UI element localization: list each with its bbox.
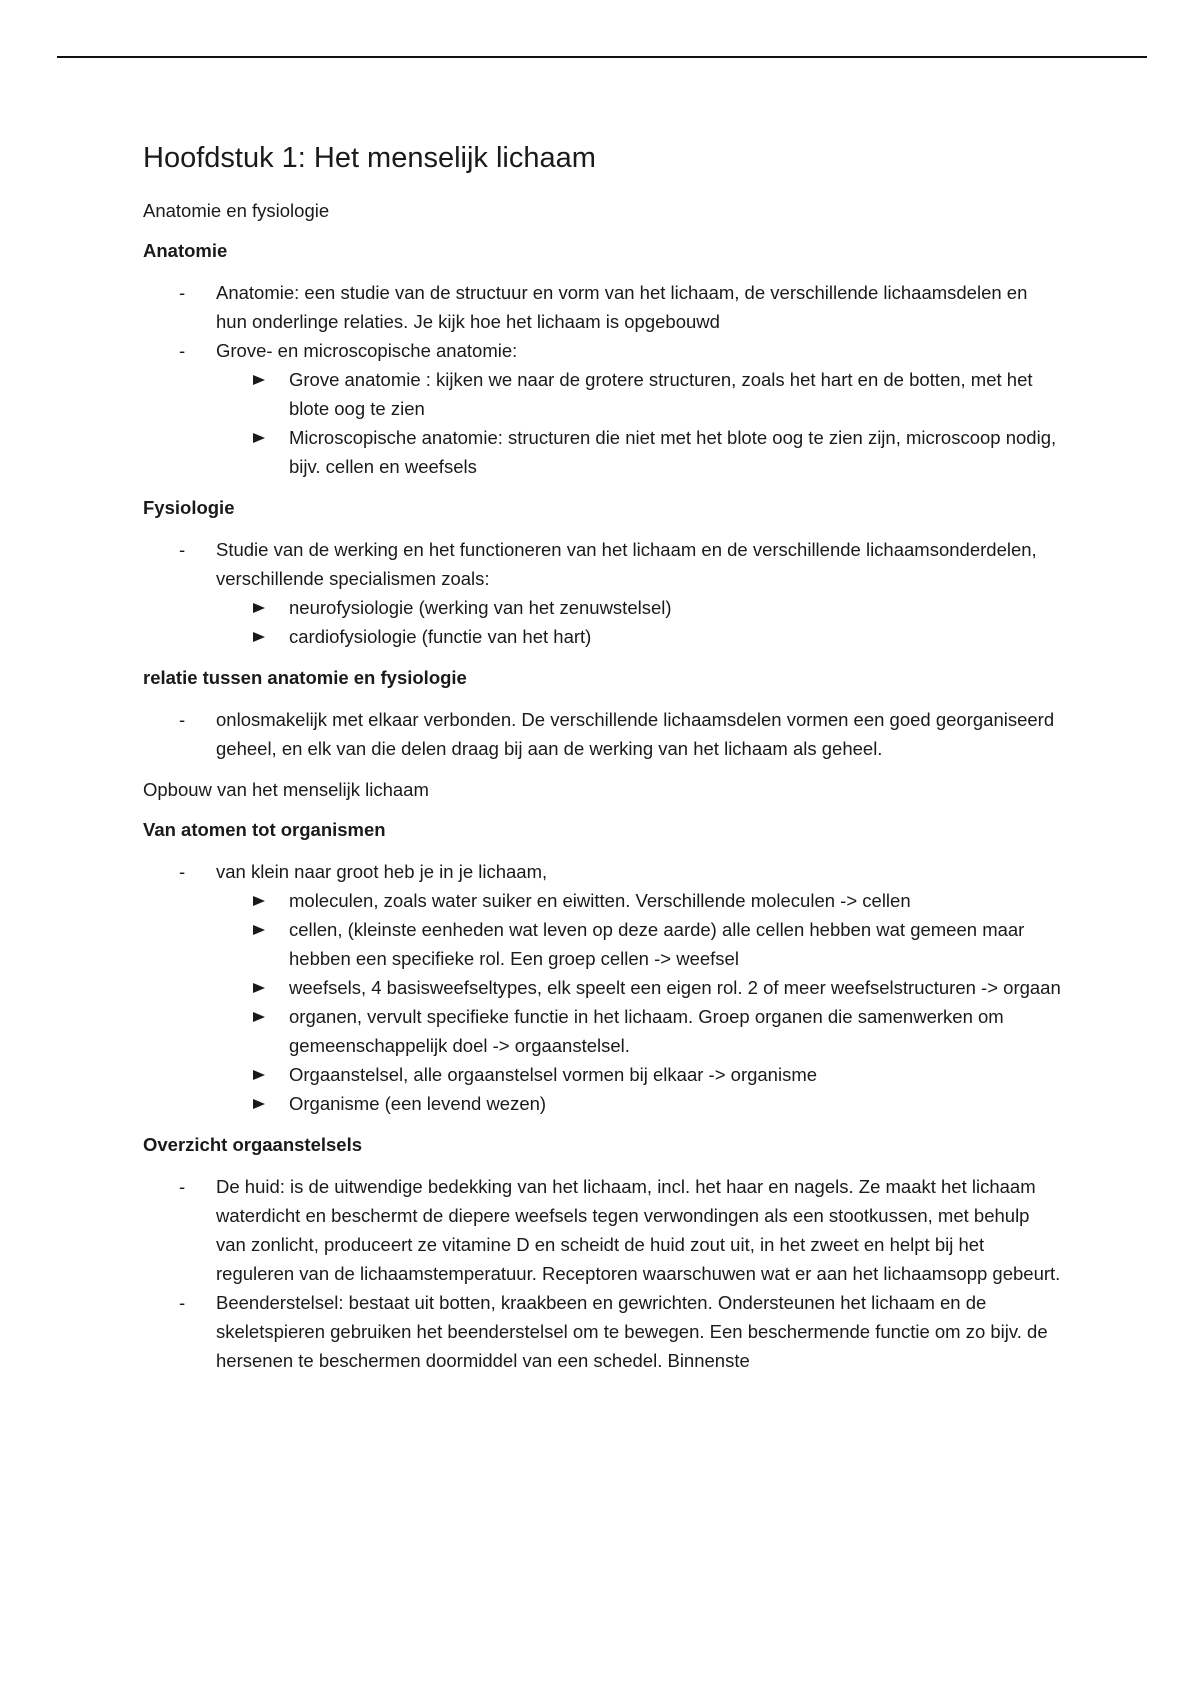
dash-bullet-icon: - <box>179 539 186 560</box>
section-group-1 <box>143 238 1063 763</box>
section-title-overzicht-orgaanstelsels: Overzicht orgaanstelsels <box>143 1134 363 1155</box>
sub-list-item-text: cellen, (kleinste eenheden wat leven op deze aarde) alle cellen hebben wat gemeen maar hebben een specifieke rol. Een groep cellen -> weefsel <box>289 919 1025 969</box>
subheading-opbouw: Opbouw van het menselijk lichaam <box>143 779 429 800</box>
sub-list-item-text: cardiofysiologie (functie van het hart) <box>289 626 592 647</box>
sub-list-item-text: Microscopische anatomie: structuren die niet met het blote oog te zien zijn, microscoop nodig, bijv. cellen en weefsels <box>289 427 1057 477</box>
section-title-anatomie: Anatomie <box>143 240 228 261</box>
dash-bullet-icon: - <box>179 1292 186 1313</box>
bullet-list <box>143 1172 1063 1375</box>
sub-list-item <box>216 915 1063 973</box>
dash-bullet-icon: - <box>179 282 186 303</box>
sub-list-item <box>216 886 1063 915</box>
sub-list-item <box>216 593 1063 622</box>
sub-list <box>216 365 1063 481</box>
dash-bullet-icon: - <box>179 861 186 882</box>
list-item <box>143 705 1063 763</box>
sub-list-item-text: weefsels, 4 basisweefseltypes, elk speelt een eigen rol. 2 of meer weefselstructuren -> orgaan <box>289 977 1061 998</box>
list-item <box>143 857 1063 1118</box>
dash-bullet-icon: - <box>179 709 186 730</box>
section-title-relatie-tussen-anatomie-en-fysiologie: relatie tussen anatomie en fysiologie <box>143 667 467 688</box>
section-title-van-atomen-tot-organismen: Van atomen tot organismen <box>143 819 386 840</box>
sub-list-item <box>216 1002 1063 1060</box>
section-title-fysiologie: Fysiologie <box>143 497 235 518</box>
sub-list-item-text: organen, vervult specifieke functie in het lichaam. Groep organen die samenwerken om gemeenschappelijk doel -> orgaanstelsel. <box>289 1006 1004 1056</box>
bullet-list <box>143 705 1063 763</box>
bullet-list <box>143 857 1063 1118</box>
sub-list-item <box>216 423 1063 481</box>
sub-list-item <box>216 622 1063 651</box>
sub-list-item <box>216 365 1063 423</box>
subheading-anatomie-fysiologie: Anatomie en fysiologie <box>143 200 330 221</box>
list-item <box>143 535 1063 651</box>
list-item <box>143 278 1063 336</box>
sub-list-item <box>216 1060 1063 1089</box>
list-item-text: De huid: is de uitwendige bedekking van het lichaam, incl. het haar en nagels. Ze maakt het lichaam waterdicht en beschermt de diepere weefsels tegen verwondingen als een stootkussen, met behulp van zonlicht, produceert ze vitamine D en scheidt de huid zout uit, in het zweet en helpt bij het reguleren van de lichaamstemperatuur. Receptoren waarschuwen wat er aan het lichaamsopp gebeurt. <box>216 1176 1061 1284</box>
bullet-list <box>143 278 1063 481</box>
list-item-text: Anatomie: een studie van de structuur en vorm van het lichaam, de verschillende lichaamsdelen en hun onderlinge relaties. Je kijk hoe het lichaam is opgebouwd <box>216 282 1028 332</box>
bullet-list <box>143 535 1063 651</box>
sub-list <box>216 593 1063 651</box>
list-item <box>143 336 1063 481</box>
list-item-text: Grove- en microscopische anatomie: <box>216 340 518 361</box>
document-page <box>143 140 1063 1389</box>
sub-list-item-text: Organisme (een levend wezen) <box>289 1093 547 1114</box>
list-item-text: onlosmakelijk met elkaar verbonden. De verschillende lichaamsdelen vormen een goed georganiseerd geheel, en elk van die delen draag bij aan de werking van het lichaam als geheel. <box>216 709 1055 759</box>
list-item-text: Beenderstelsel: bestaat uit botten, kraakbeen en gewrichten. Ondersteunen het lichaam en de skeletspieren gebruiken het beenderstelsel om te bewegen. Een beschermende functie om zo bijv. de hersenen te beschermen doormiddel van een schedel. Binnenste <box>216 1292 1048 1371</box>
sub-list-item-text: Orgaanstelsel, alle orgaanstelsel vormen bij elkaar -> organisme <box>289 1064 818 1085</box>
page-title: Hoofdstuk 1: Het menselijk lichaam <box>143 142 596 174</box>
list-item-text: van klein naar groot heb je in je lichaam, <box>216 861 548 882</box>
dash-bullet-icon: - <box>179 340 186 361</box>
sub-list-item <box>216 973 1063 1002</box>
dash-bullet-icon: - <box>179 1176 186 1197</box>
sub-list <box>216 886 1063 1118</box>
top-rule <box>57 56 1147 58</box>
list-item-text: Studie van de werking en het functioneren van het lichaam en de verschillende lichaamsonderdelen, verschillende specialismen zoals: <box>216 539 1037 589</box>
list-item <box>143 1172 1063 1288</box>
sub-list-item-text: moleculen, zoals water suiker en eiwitten. Verschillende moleculen -> cellen <box>289 890 911 911</box>
sub-list-item-text: Grove anatomie : kijken we naar de grotere structuren, zoals het hart en de botten, met het blote oog te zien <box>289 369 1033 419</box>
section-group-2 <box>143 817 1063 1375</box>
sub-list-item <box>216 1089 1063 1118</box>
sub-list-item-text: neurofysiologie (werking van het zenuwstelsel) <box>289 597 672 618</box>
list-item <box>143 1288 1063 1375</box>
